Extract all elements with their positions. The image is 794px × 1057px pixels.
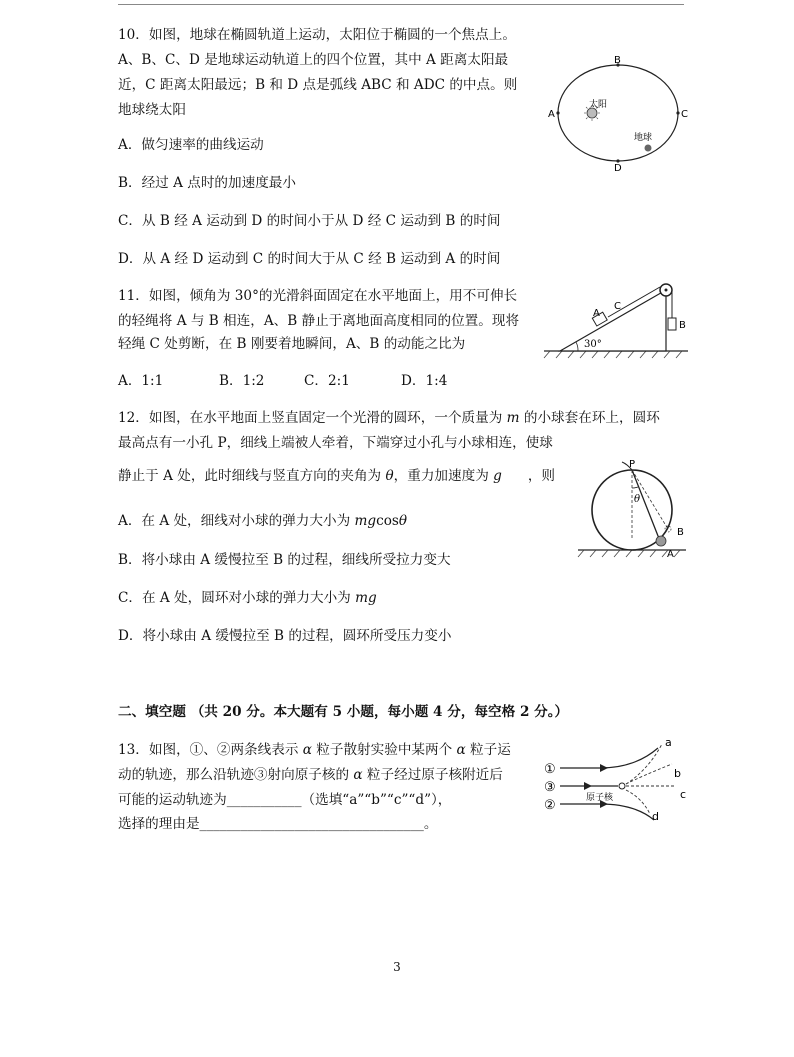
ground-hatching [544, 351, 682, 358]
block-a-label: A [593, 308, 600, 319]
sun-label: 太阳 [589, 100, 608, 110]
q12-line-1-tail: 的小球套在环上，圆环 [519, 410, 660, 426]
rope-c-label: C [614, 301, 621, 312]
orbit-ellipse [558, 65, 678, 161]
q12-line-3 [118, 465, 555, 487]
q13-alpha-symbol-1: α [302, 742, 312, 758]
track-2-path [560, 804, 654, 820]
q12-option-d: D．将小球由 A 缓慢拉至 B 的过程，圆环所受压力变小 [118, 628, 452, 644]
q10-option-a: A．做匀速率的曲线运动 [118, 137, 264, 153]
q10-line-2: A、B、C、D 是地球运动轨道上的四个位置，其中 A 距离太阳最 [118, 52, 509, 68]
q10-option-d: D．从 A 经 D 运动到 C 的时间大于从 C 经 B 运动到 A 的时间 [118, 251, 501, 267]
q11-incline-figure [538, 276, 698, 360]
string-line [632, 470, 660, 541]
q13-line-3: 可能的运动轨迹为___________（选填“a”“b”“c”“d”）， [118, 792, 452, 808]
q12-g-symbol: g [493, 468, 502, 484]
q12-line-3-text: 静止于 A 处，此时细线与竖直方向的夹角为 [118, 468, 386, 484]
block-b-label: B [679, 320, 686, 331]
q13-line-2-tail: 粒子经过原子核附近后 [362, 767, 503, 783]
q11-option-c: C．2:1 [304, 373, 350, 389]
earth-label: 地球 [634, 133, 653, 143]
q12-option-b: B．将小球由 A 缓慢拉至 B 的过程，细线所受拉力变大 [118, 552, 451, 568]
point-b-label: B [677, 527, 684, 538]
q12-option-a-mg: mg [354, 513, 377, 529]
q12-mass-symbol: m [506, 410, 520, 426]
point-a-label: A [667, 549, 674, 560]
q13-alpha-symbol-2: α [456, 742, 466, 758]
q11-option-a: A．1:1 [118, 373, 164, 389]
q13-alpha-symbol-3: α [353, 767, 363, 783]
q12-line-2: 最高点有一小孔 P，细线上端被人牵着，下端穿过小孔与小球相连，使球 [118, 435, 553, 451]
q10-option-c: C．从 B 经 A 运动到 D 的时间小于从 D 经 C 运动到 B 的时间 [118, 213, 501, 229]
q12-line-1 [118, 407, 660, 429]
path-a-label: a [665, 736, 672, 749]
nucleus-label: 原子核 [586, 793, 614, 803]
incline-wedge [560, 290, 666, 351]
q12-option-c-text: C．在 A 处，圆环对小球的弹力大小为 [118, 590, 356, 606]
ball-icon [656, 536, 666, 546]
path-d-label: d [652, 810, 659, 823]
ground-hatching [578, 550, 680, 557]
q13-line-1-tail: 粒子运 [465, 742, 511, 758]
page-number: 3 [393, 960, 401, 974]
q12-theta-symbol: θ [385, 468, 394, 484]
track-2-label: ② [544, 798, 556, 813]
q13-line-1-mid: 粒子散射实验中某两个 [311, 742, 457, 758]
q12-option-c [118, 587, 377, 609]
q10-line-4: 地球绕太阳 [118, 102, 186, 118]
q11-option-d: D．1:4 [401, 373, 448, 389]
orbit-label-c: C [681, 109, 688, 120]
q12-line-3-mid: ，重力加速度为 [393, 468, 494, 484]
header-rule [118, 4, 684, 5]
q10-option-b: B．经过 A 点时的加速度最小 [118, 175, 296, 191]
q10-orbit-figure [540, 52, 690, 172]
earth-icon [645, 145, 652, 152]
q12-ring-figure [574, 458, 694, 564]
q10-line-1: 10．如图，地球在椭圆轨道上运动，太阳位于椭圆的一个焦点上。 [118, 27, 516, 43]
q12-line-3-tail: ，则 [527, 468, 556, 484]
angle-theta-label: θ [634, 494, 641, 505]
q11-option-b: B．1:2 [219, 373, 265, 389]
q12-option-c-mg: mg [355, 590, 377, 606]
path-a [626, 744, 662, 784]
track-1-path [560, 748, 658, 768]
point-p-label: P [629, 459, 636, 470]
orbit-label-b: B [614, 55, 621, 66]
track-1-label: ① [544, 762, 556, 777]
track-3-label: ③ [544, 780, 556, 795]
path-b-label: b [674, 767, 681, 780]
angle-label: 30° [584, 339, 602, 350]
q12-line-1-text: 12．如图，在水平地面上竖直固定一个光滑的圆环，一个质量为 [118, 410, 507, 426]
orbit-label-a: A [548, 109, 555, 120]
q13-line-2 [118, 764, 503, 786]
q11-line-1: 11．如图，倾角为 30°的光滑斜面固定在水平地面上，用不可伸长 [118, 288, 518, 304]
q10-line-3: 近，C 距离太阳最远；B 和 D 点是弧线 ABC 和 ADC 的中点。则 [118, 77, 518, 93]
q12-option-a [118, 510, 407, 532]
block-b [668, 318, 676, 330]
q12-option-a-text: A．在 A 处，细线对小球的弹力大小为 [118, 513, 355, 529]
q13-line-4: 选择的理由是_________________________________。 [118, 816, 438, 832]
nucleus-icon [619, 783, 625, 789]
path-c-label: c [680, 788, 687, 801]
q13-line-1-text: 13．如图，①、②两条线表示 [118, 742, 303, 758]
path-b [626, 764, 672, 784]
q12-option-a-theta: θ [398, 513, 408, 529]
q12-option-a-cos: cos [376, 513, 399, 529]
q11-line-2: 的轻绳将 A 与 B 相连，A、B 静止于离地面高度相同的位置。现将 [118, 313, 520, 329]
q13-line-1 [118, 739, 511, 761]
q13-scattering-figure [540, 732, 700, 826]
q11-line-3: 轻绳 C 处剪断，在 B 刚要着地瞬间，A、B 的动能之比为 [118, 336, 466, 352]
q13-line-2-text: 动的轨迹，那么沿轨迹③射向原子核的 [118, 767, 354, 783]
orbit-label-d: D [614, 163, 622, 172]
section-2-heading: 二、填空题 （共 20 分。本大题有 5 小题，每小题 4 分，每空格 2 分。） [118, 704, 569, 720]
